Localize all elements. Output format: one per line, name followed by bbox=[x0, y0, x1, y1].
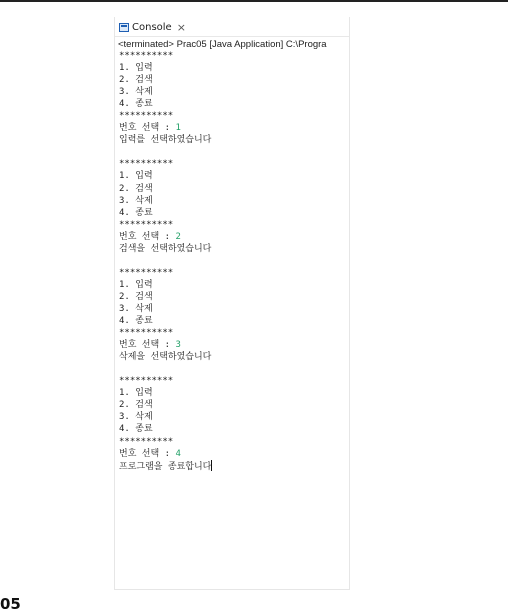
console-line bbox=[119, 315, 349, 327]
console-line-text: ********** bbox=[119, 267, 174, 278]
console-line-text: 4. 종료 bbox=[119, 99, 153, 110]
console-line-text: 번호 선택 : bbox=[119, 340, 176, 351]
bottom-heading: 05 bbox=[0, 595, 21, 613]
console-line-text: 2. 검색 bbox=[119, 75, 153, 86]
console-line-text: 1. 입력 bbox=[119, 388, 153, 399]
console-line bbox=[119, 170, 349, 182]
top-rule bbox=[0, 0, 508, 2]
console-line-text: 4. 종료 bbox=[119, 316, 153, 327]
console-line-text: 3. 삭제 bbox=[119, 303, 153, 314]
console-line-text: 번호 선택 : bbox=[119, 123, 176, 134]
console-line bbox=[119, 86, 349, 98]
console-line-text: 1. 입력 bbox=[119, 63, 153, 74]
console-line bbox=[119, 50, 349, 62]
console-line-text: ********** bbox=[119, 328, 174, 339]
console-line bbox=[119, 411, 349, 423]
console-line-text: 3. 삭제 bbox=[119, 87, 153, 98]
user-input-value: 3 bbox=[175, 340, 181, 351]
user-input-value: 2 bbox=[175, 231, 181, 242]
console-line bbox=[119, 423, 349, 435]
text-cursor bbox=[211, 460, 212, 471]
console-line bbox=[119, 195, 349, 207]
console-line-text: 번호 선택 : bbox=[119, 231, 176, 242]
console-line-text: 프로그램을 종료합니다 bbox=[119, 461, 212, 472]
console-line bbox=[119, 327, 349, 339]
console-line-text: ********** bbox=[119, 436, 174, 447]
console-line-text: 2. 검색 bbox=[119, 291, 153, 302]
console-line bbox=[119, 134, 349, 146]
console-output[interactable] bbox=[115, 50, 349, 472]
console-line bbox=[119, 291, 349, 303]
console-line bbox=[119, 98, 349, 110]
console-line-text: 1. 입력 bbox=[119, 171, 153, 182]
console-line bbox=[119, 219, 349, 231]
user-input-value: 4 bbox=[175, 448, 181, 459]
console-line bbox=[119, 122, 349, 134]
console-line bbox=[119, 303, 349, 315]
close-icon[interactable]: × bbox=[176, 21, 186, 34]
console-line-text: ********** bbox=[119, 51, 174, 61]
console-line-text: 4. 종료 bbox=[119, 424, 153, 435]
console-tab-label: Console bbox=[132, 22, 172, 33]
console-line bbox=[119, 448, 349, 460]
console-line-text: 검색을 선택하였습니다 bbox=[119, 243, 212, 254]
console-line-text: 입력를 선택하였습니다 bbox=[119, 135, 212, 146]
console-icon bbox=[119, 23, 129, 32]
console-line bbox=[119, 158, 349, 170]
console-tab-bar bbox=[115, 17, 349, 37]
console-view[interactable] bbox=[114, 17, 350, 590]
console-line-text: ********** bbox=[119, 219, 174, 230]
console-line bbox=[119, 387, 349, 399]
console-line bbox=[119, 74, 349, 86]
console-line-text: ********** bbox=[119, 159, 174, 170]
console-line bbox=[119, 146, 349, 158]
console-line bbox=[119, 436, 349, 448]
console-line-text: 1. 입력 bbox=[119, 279, 153, 290]
console-line bbox=[119, 207, 349, 219]
console-line bbox=[119, 375, 349, 387]
console-line bbox=[119, 243, 349, 255]
console-line bbox=[119, 231, 349, 243]
console-line bbox=[119, 363, 349, 375]
user-input-value: 1 bbox=[175, 123, 181, 134]
console-line bbox=[119, 255, 349, 267]
console-line bbox=[119, 279, 349, 291]
console-line bbox=[119, 62, 349, 74]
console-line-text: 2. 검색 bbox=[119, 183, 153, 194]
console-line bbox=[119, 267, 349, 279]
console-line bbox=[119, 460, 349, 472]
console-tab[interactable] bbox=[116, 19, 189, 36]
console-line-text: 4. 종료 bbox=[119, 207, 153, 218]
console-line-text: ********** bbox=[119, 376, 174, 387]
console-line bbox=[119, 183, 349, 195]
console-line-text: ********** bbox=[119, 111, 174, 122]
console-line-text: 삭제을 선택하였습니다 bbox=[119, 352, 212, 363]
console-line bbox=[119, 339, 349, 351]
console-line bbox=[119, 399, 349, 411]
console-line-text: 2. 검색 bbox=[119, 400, 153, 411]
console-line bbox=[119, 351, 349, 363]
console-line-text: 3. 삭제 bbox=[119, 412, 153, 423]
console-line bbox=[119, 110, 349, 122]
console-line-text: 3. 삭제 bbox=[119, 195, 153, 206]
console-description: <terminated> Prac05 [Java Application] C:\Progra bbox=[118, 39, 327, 50]
console-line-text: 번호 선택 : bbox=[119, 448, 176, 459]
